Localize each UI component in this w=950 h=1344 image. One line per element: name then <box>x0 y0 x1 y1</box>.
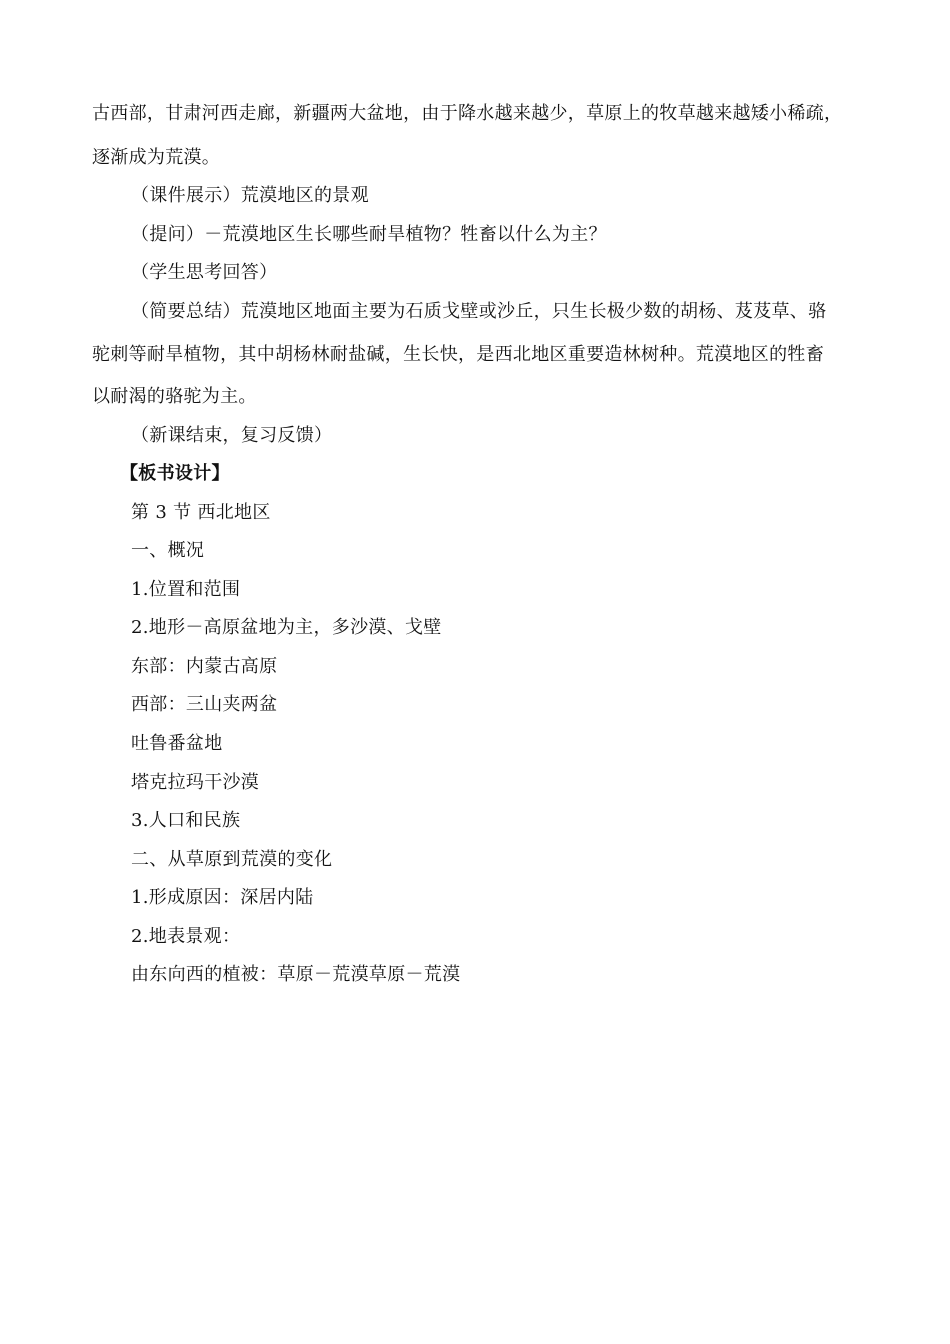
board-item: 2.地形－高原盆地为主，多沙漠、戈壁 <box>131 617 442 638</box>
board-item: 东部：内蒙古高原 <box>131 656 278 677</box>
board-heading: 【板书设计】 <box>120 463 230 484</box>
paragraph-line: 以耐渴的骆驼为主。 <box>92 386 257 407</box>
board-item: 2.地表景观： <box>131 926 241 947</box>
paragraph-line: 逐渐成为荒漠。 <box>92 147 221 168</box>
board-item: 由东向西的植被：草原－荒漠草原－荒漠 <box>131 964 461 985</box>
board-section-title: 第 3 节 西北地区 <box>131 502 271 523</box>
paragraph-line: （新课结束，复习反馈） <box>131 425 333 446</box>
board-item: 塔克拉玛干沙漠 <box>131 772 260 793</box>
paragraph-line: （简要总结）荒漠地区地面主要为石质戈壁或沙丘，只生长极少数的胡杨、芨芨草、骆 <box>131 301 827 322</box>
board-item: 1.形成原因：深居内陆 <box>131 887 314 908</box>
paragraph-line: 古西部，甘肃河西走廊，新疆两大盆地，由于降水越来越少，草原上的牧草越来越矮小稀疏， <box>92 103 843 124</box>
paragraph-line: 驼刺等耐旱植物，其中胡杨林耐盐碱，生长快，是西北地区重要造林树种。荒漠地区的牲畜 <box>92 344 824 365</box>
board-item: 1.位置和范围 <box>131 579 241 600</box>
board-item: 二、从草原到荒漠的变化 <box>131 849 333 870</box>
board-item: 一、概况 <box>131 540 205 561</box>
board-item: 3.人口和民族 <box>131 810 241 831</box>
paragraph-line: （学生思考回答） <box>131 262 278 283</box>
paragraph-line: （提问）－荒漠地区生长哪些耐旱植物？牲畜以什么为主？ <box>131 224 607 245</box>
board-item: 吐鲁番盆地 <box>131 733 223 754</box>
board-item: 西部：三山夹两盆 <box>131 694 278 715</box>
paragraph-line: （课件展示）荒漠地区的景观 <box>131 185 369 206</box>
